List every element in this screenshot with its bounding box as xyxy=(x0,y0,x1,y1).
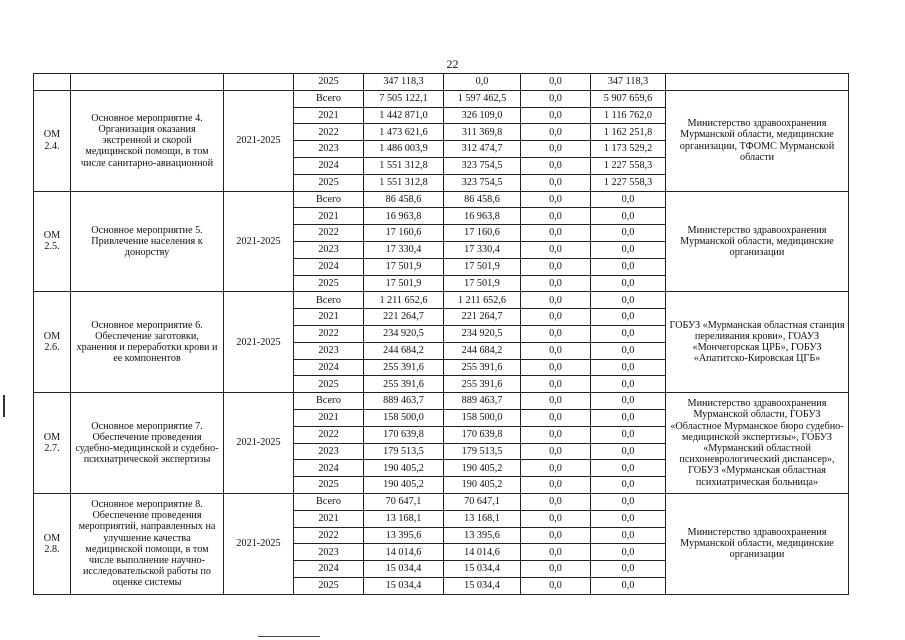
regional-cell: 323 754,5 xyxy=(444,174,521,191)
other-cell: 0,0 xyxy=(591,460,666,477)
regional-cell: 86 458,6 xyxy=(444,191,521,208)
federal-cell: 0,0 xyxy=(521,409,591,426)
total-cell: 170 639,8 xyxy=(364,426,444,443)
other-cell: 347 118,3 xyxy=(591,74,666,91)
year-cell: 2024 xyxy=(294,157,364,174)
measure-code: ОМ 2.6. xyxy=(34,292,71,393)
other-cell: 1 162 251,8 xyxy=(591,124,666,141)
total-cell: 889 463,7 xyxy=(364,393,444,410)
year-cell: Всего xyxy=(294,393,364,410)
measure-executor: Министерство здравоохранения Мурманской области, медицинские организации xyxy=(666,191,849,292)
year-cell: 2023 xyxy=(294,544,364,561)
regional-cell: 255 391,6 xyxy=(444,376,521,393)
year-cell: 2021 xyxy=(294,107,364,124)
federal-cell: 0,0 xyxy=(521,107,591,124)
total-cell: 14 014,6 xyxy=(364,544,444,561)
year-cell: 2021 xyxy=(294,208,364,225)
federal-cell: 0,0 xyxy=(521,443,591,460)
year-cell: 2024 xyxy=(294,561,364,578)
measure-executor: Министерство здравоохранения Мурманской области, ГОБУЗ «Областное Мурманское бюро судебно-медицинской экспертизы», ГОБУЗ «Мурманский областной психоневрологический диспансер», ГОБУЗ «Мурманская областная психиатрическая больница» xyxy=(666,393,849,494)
regional-cell: 15 034,4 xyxy=(444,577,521,594)
total-cell: 16 963,8 xyxy=(364,208,444,225)
other-cell: 0,0 xyxy=(591,275,666,292)
federal-cell: 0,0 xyxy=(521,90,591,107)
other-cell: 0,0 xyxy=(591,577,666,594)
measure-title: Основное мероприятие 4. Организация оказания экстренной и скорой медицинской помощи, в том числе санитарно-авиационной xyxy=(71,90,224,191)
measure-code: ОМ 2.5. xyxy=(34,191,71,292)
total-cell: 17 501,9 xyxy=(364,275,444,292)
other-cell: 0,0 xyxy=(591,342,666,359)
other-cell: 0,0 xyxy=(591,493,666,510)
table-row xyxy=(34,90,849,107)
total-cell: 190 405,2 xyxy=(364,460,444,477)
regional-cell: 16 963,8 xyxy=(444,208,521,225)
federal-cell: 0,0 xyxy=(521,208,591,225)
regional-cell: 179 513,5 xyxy=(444,443,521,460)
year-cell: 2024 xyxy=(294,359,364,376)
year-cell: 2023 xyxy=(294,443,364,460)
measure-executor: Министерство здравоохранения Мурманской области, медицинские организации, ТФОМС Мурманской области xyxy=(666,90,849,191)
regional-cell: 234 920,5 xyxy=(444,325,521,342)
regional-cell: 13 395,6 xyxy=(444,527,521,544)
total-cell: 1 551 312,8 xyxy=(364,174,444,191)
federal-cell: 0,0 xyxy=(521,292,591,309)
table-row xyxy=(34,191,849,208)
other-cell: 0,0 xyxy=(591,561,666,578)
other-cell: 5 907 659,6 xyxy=(591,90,666,107)
federal-cell: 0,0 xyxy=(521,124,591,141)
program-table xyxy=(33,73,849,595)
other-cell: 0,0 xyxy=(591,309,666,326)
federal-cell: 0,0 xyxy=(521,493,591,510)
regional-cell: 14 014,6 xyxy=(444,544,521,561)
year-cell: 2022 xyxy=(294,225,364,242)
federal-cell: 0,0 xyxy=(521,342,591,359)
year-cell: 2024 xyxy=(294,460,364,477)
measure-period: 2021-2025 xyxy=(224,493,294,594)
period-cell xyxy=(224,74,294,91)
year-cell: 2021 xyxy=(294,510,364,527)
year-cell: 2022 xyxy=(294,426,364,443)
regional-cell: 255 391,6 xyxy=(444,359,521,376)
table-row xyxy=(34,292,849,309)
regional-cell: 17 501,9 xyxy=(444,258,521,275)
regional-cell: 244 684,2 xyxy=(444,342,521,359)
measure-code: ОМ 2.7. xyxy=(34,393,71,494)
measure-title: Основное мероприятие 8. Обеспечение проведения мероприятий, направленных на улучшение качества медицинской помощи, в том числе выполнение научно-исследовательской работы по оценке системы xyxy=(71,493,224,594)
other-cell: 0,0 xyxy=(591,208,666,225)
other-cell: 0,0 xyxy=(591,325,666,342)
measure-period: 2021-2025 xyxy=(224,90,294,191)
footer-line xyxy=(258,636,320,637)
total-cell: 244 684,2 xyxy=(364,342,444,359)
total-cell: 1 473 621,6 xyxy=(364,124,444,141)
other-cell: 0,0 xyxy=(591,258,666,275)
year-cell: 2023 xyxy=(294,141,364,158)
measure-period: 2021-2025 xyxy=(224,292,294,393)
page-number: 22 xyxy=(446,57,459,71)
total-cell: 158 500,0 xyxy=(364,409,444,426)
federal-cell: 0,0 xyxy=(521,225,591,242)
federal-cell: 0,0 xyxy=(521,426,591,443)
year-cell: 2025 xyxy=(294,74,364,91)
year-cell: Всего xyxy=(294,90,364,107)
measure-period: 2021-2025 xyxy=(224,191,294,292)
federal-cell: 0,0 xyxy=(521,510,591,527)
other-cell: 0,0 xyxy=(591,409,666,426)
federal-cell: 0,0 xyxy=(521,74,591,91)
code-cell xyxy=(34,74,71,91)
regional-cell: 221 264,7 xyxy=(444,309,521,326)
regional-cell: 311 369,8 xyxy=(444,124,521,141)
regional-cell: 326 109,0 xyxy=(444,107,521,124)
year-cell: 2025 xyxy=(294,477,364,494)
year-cell: 2025 xyxy=(294,376,364,393)
other-cell: 1 173 529,2 xyxy=(591,141,666,158)
year-cell: Всего xyxy=(294,292,364,309)
year-cell: 2025 xyxy=(294,275,364,292)
total-cell: 15 034,4 xyxy=(364,561,444,578)
regional-cell: 0,0 xyxy=(444,74,521,91)
regional-cell: 190 405,2 xyxy=(444,460,521,477)
federal-cell: 0,0 xyxy=(521,241,591,258)
federal-cell: 0,0 xyxy=(521,174,591,191)
executor-cell xyxy=(666,74,849,91)
total-cell: 1 211 652,6 xyxy=(364,292,444,309)
federal-cell: 0,0 xyxy=(521,561,591,578)
regional-cell: 15 034,4 xyxy=(444,561,521,578)
total-cell: 13 395,6 xyxy=(364,527,444,544)
year-cell: 2025 xyxy=(294,174,364,191)
measure-code: ОМ 2.8. xyxy=(34,493,71,594)
year-cell: 2022 xyxy=(294,325,364,342)
year-cell: 2025 xyxy=(294,577,364,594)
federal-cell: 0,0 xyxy=(521,275,591,292)
scan-mark xyxy=(3,395,5,417)
regional-cell: 70 647,1 xyxy=(444,493,521,510)
other-cell: 0,0 xyxy=(591,443,666,460)
total-cell: 15 034,4 xyxy=(364,577,444,594)
other-cell: 0,0 xyxy=(591,225,666,242)
total-cell: 1 486 003,9 xyxy=(364,141,444,158)
regional-cell: 312 474,7 xyxy=(444,141,521,158)
other-cell: 0,0 xyxy=(591,477,666,494)
total-cell: 13 168,1 xyxy=(364,510,444,527)
federal-cell: 0,0 xyxy=(521,527,591,544)
total-cell: 70 647,1 xyxy=(364,493,444,510)
measure-executor: ГОБУЗ «Мурманская областная станция переливания крови», ГОАУЗ «Мончегорская ЦРБ», ГОБУЗ «Апатитско-Кировская ЦГБ» xyxy=(666,292,849,393)
year-cell: 2022 xyxy=(294,124,364,141)
total-cell: 86 458,6 xyxy=(364,191,444,208)
other-cell: 0,0 xyxy=(591,393,666,410)
total-cell: 255 391,6 xyxy=(364,376,444,393)
measure-code: ОМ 2.4. xyxy=(34,90,71,191)
federal-cell: 0,0 xyxy=(521,577,591,594)
federal-cell: 0,0 xyxy=(521,359,591,376)
regional-cell: 889 463,7 xyxy=(444,393,521,410)
federal-cell: 0,0 xyxy=(521,544,591,561)
measure-period: 2021-2025 xyxy=(224,393,294,494)
regional-cell: 13 168,1 xyxy=(444,510,521,527)
federal-cell: 0,0 xyxy=(521,376,591,393)
regional-cell: 190 405,2 xyxy=(444,477,521,494)
regional-cell: 170 639,8 xyxy=(444,426,521,443)
other-cell: 1 116 762,0 xyxy=(591,107,666,124)
other-cell: 0,0 xyxy=(591,359,666,376)
measure-title: Основное мероприятие 6. Обеспечение заготовки, хранения и переработки крови и ее компонентов xyxy=(71,292,224,393)
year-cell: Всего xyxy=(294,191,364,208)
measure-title: Основное мероприятие 5. Привлечение населения к донорству xyxy=(71,191,224,292)
year-cell: 2023 xyxy=(294,241,364,258)
other-cell: 0,0 xyxy=(591,510,666,527)
other-cell: 0,0 xyxy=(591,527,666,544)
federal-cell: 0,0 xyxy=(521,191,591,208)
other-cell: 0,0 xyxy=(591,292,666,309)
regional-cell: 17 330,4 xyxy=(444,241,521,258)
federal-cell: 0,0 xyxy=(521,477,591,494)
total-cell: 234 920,5 xyxy=(364,325,444,342)
total-cell: 190 405,2 xyxy=(364,477,444,494)
other-cell: 0,0 xyxy=(591,426,666,443)
other-cell: 0,0 xyxy=(591,241,666,258)
regional-cell: 1 597 462,5 xyxy=(444,90,521,107)
total-cell: 179 513,5 xyxy=(364,443,444,460)
total-cell: 17 330,4 xyxy=(364,241,444,258)
year-cell: 2021 xyxy=(294,309,364,326)
year-cell: 2023 xyxy=(294,342,364,359)
other-cell: 1 227 558,3 xyxy=(591,174,666,191)
title-cell xyxy=(71,74,224,91)
federal-cell: 0,0 xyxy=(521,393,591,410)
federal-cell: 0,0 xyxy=(521,460,591,477)
measure-executor: Министерство здравоохранения Мурманской области, медицинские организации xyxy=(666,493,849,594)
year-cell: 2024 xyxy=(294,258,364,275)
measure-title: Основное мероприятие 7. Обеспечение проведения судебно-медицинской и судебно-психиатрической экспертизы xyxy=(71,393,224,494)
total-cell: 17 160,6 xyxy=(364,225,444,242)
regional-cell: 1 211 652,6 xyxy=(444,292,521,309)
total-cell: 17 501,9 xyxy=(364,258,444,275)
other-cell: 0,0 xyxy=(591,376,666,393)
other-cell: 0,0 xyxy=(591,191,666,208)
federal-cell: 0,0 xyxy=(521,141,591,158)
year-cell: 2021 xyxy=(294,409,364,426)
total-cell: 255 391,6 xyxy=(364,359,444,376)
total-cell: 347 118,3 xyxy=(364,74,444,91)
total-cell: 1 442 871,0 xyxy=(364,107,444,124)
regional-cell: 17 160,6 xyxy=(444,225,521,242)
total-cell: 221 264,7 xyxy=(364,309,444,326)
federal-cell: 0,0 xyxy=(521,325,591,342)
table-body xyxy=(34,74,849,595)
year-cell: 2022 xyxy=(294,527,364,544)
year-cell: Всего xyxy=(294,493,364,510)
regional-cell: 158 500,0 xyxy=(444,409,521,426)
other-cell: 0,0 xyxy=(591,544,666,561)
table-row xyxy=(34,393,849,410)
carryover-row xyxy=(34,74,849,91)
regional-cell: 17 501,9 xyxy=(444,275,521,292)
table-row xyxy=(34,493,849,510)
federal-cell: 0,0 xyxy=(521,309,591,326)
federal-cell: 0,0 xyxy=(521,258,591,275)
other-cell: 1 227 558,3 xyxy=(591,157,666,174)
total-cell: 7 505 122,1 xyxy=(364,90,444,107)
federal-cell: 0,0 xyxy=(521,157,591,174)
total-cell: 1 551 312,8 xyxy=(364,157,444,174)
regional-cell: 323 754,5 xyxy=(444,157,521,174)
